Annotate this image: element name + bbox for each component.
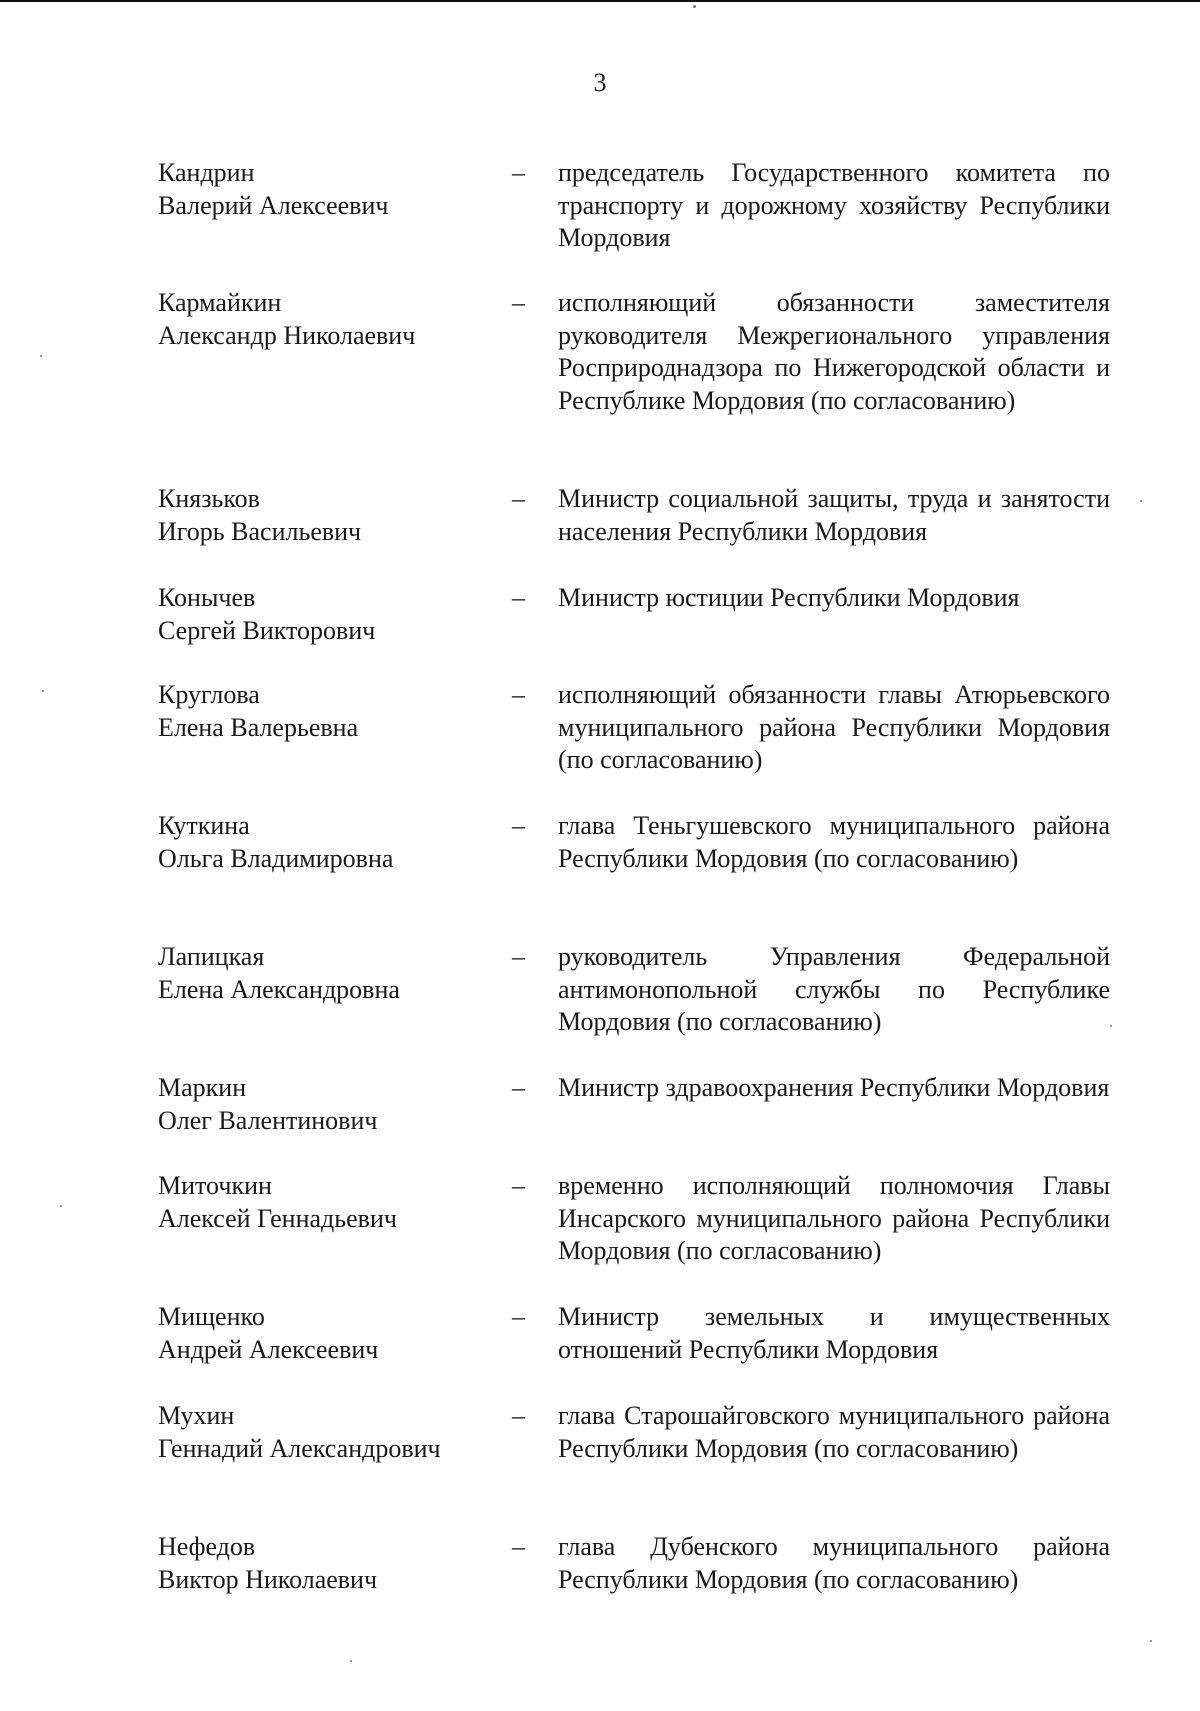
member-given-name: Виктор Николаевич (158, 1564, 378, 1594)
member-given-name: Елена Валерьевна (158, 712, 359, 742)
member-surname: Нефедов (158, 1532, 256, 1561)
member-position: глава Старошайговского муниципального района Республики Мордовия (по согласованию) (558, 1401, 1110, 1463)
member-surname: Лапицкая (158, 942, 265, 971)
dash-separator: – (512, 484, 525, 513)
scan-speckle (1140, 500, 1142, 502)
member-given-name: Александр Николаевич (158, 320, 416, 350)
member-given-name: Алексей Геннадьевич (158, 1203, 397, 1233)
member-given-name: Сергей Викторович (158, 615, 376, 645)
member-name (158, 1170, 488, 1235)
dash-separator: – (512, 811, 525, 840)
member-position: исполняющий обязанности главы Атюрьевского муниципального района Республики Мордовия (по согласованию) (558, 680, 1110, 774)
member-surname: Кандрин (158, 158, 255, 187)
member-position: Министр земельных и имущественных отношений Республики Мордовия (558, 1302, 1110, 1364)
dash-separator: – (512, 288, 525, 317)
dash-separator: – (512, 583, 525, 612)
member-given-name: Ольга Владимировна (158, 843, 394, 873)
member-name (158, 483, 488, 548)
member-name (158, 1072, 488, 1137)
member-given-name: Андрей Алексеевич (158, 1334, 379, 1364)
member-name (158, 1400, 488, 1465)
scan-speckle (693, 5, 696, 8)
dash-separator: – (512, 1171, 525, 1200)
member-given-name: Валерий Алексеевич (158, 190, 389, 220)
scan-speckle (1150, 1640, 1152, 1642)
member-name (158, 1301, 488, 1366)
member-position: глава Дубенского муниципального района Республики Мордовия (по согласованию) (558, 1532, 1110, 1594)
scan-speckle (40, 355, 42, 357)
scan-speckle (42, 690, 44, 692)
member-position: временно исполняющий полномочия Главы Инсарского муниципального района Республики Мордовия (по согласованию) (558, 1171, 1110, 1265)
member-name (158, 810, 488, 875)
page-number: 3 (593, 68, 607, 97)
dash-separator: – (512, 1401, 525, 1430)
scan-speckle (1110, 1025, 1112, 1027)
member-surname: Круглова (158, 680, 260, 709)
dash-separator: – (512, 1073, 525, 1102)
member-surname: Мухин (158, 1401, 235, 1430)
member-position: Министр здравоохранения Республики Мордовия (558, 1073, 1110, 1102)
member-surname: Мищенко (158, 1302, 265, 1331)
member-given-name: Геннадий Александрович (158, 1433, 441, 1463)
member-surname: Куткина (158, 811, 250, 840)
member-name (158, 287, 488, 352)
member-surname: Маркин (158, 1073, 247, 1102)
member-name (158, 679, 488, 744)
member-position: Министр юстиции Республики Мордовия (558, 583, 1020, 612)
member-position: председатель Государственного комитета по транспорту и дорожному хозяйству Республики Мордовия (558, 158, 1110, 252)
member-position: глава Теньгушевского муниципального района Республики Мордовия (по согласованию) (558, 811, 1110, 873)
member-given-name: Олег Валентинович (158, 1105, 378, 1135)
scan-top-border (0, 0, 1200, 2)
dash-separator: – (512, 1532, 525, 1561)
member-surname: Миточкин (158, 1171, 272, 1200)
scan-speckle (350, 1660, 352, 1662)
member-position: руководитель Управления Федеральной антимонопольной службы по Республике Мордовия (по согласованию) (558, 942, 1110, 1036)
member-position: Министр социальной защиты, труда и занятости населения Республики Мордовия (558, 484, 1110, 546)
member-name (158, 157, 488, 222)
member-name (158, 941, 488, 1006)
dash-separator: – (512, 942, 525, 971)
scan-speckle (60, 1205, 62, 1207)
member-given-name: Игорь Васильевич (158, 516, 362, 546)
member-surname: Кармайкин (158, 288, 282, 317)
member-name (158, 582, 488, 647)
dash-separator: – (512, 680, 525, 709)
member-position: исполняющий обязанности заместителя руководителя Межрегионального управления Росприроднадзора по Нижегородской области и Республике Мордовия (по согласованию) (558, 288, 1110, 415)
member-name (158, 1531, 488, 1596)
member-surname: Князьков (158, 484, 260, 513)
member-surname: Конычев (158, 583, 256, 612)
dash-separator: – (512, 158, 525, 187)
member-given-name: Елена Александровна (158, 974, 400, 1004)
dash-separator: – (512, 1302, 525, 1331)
